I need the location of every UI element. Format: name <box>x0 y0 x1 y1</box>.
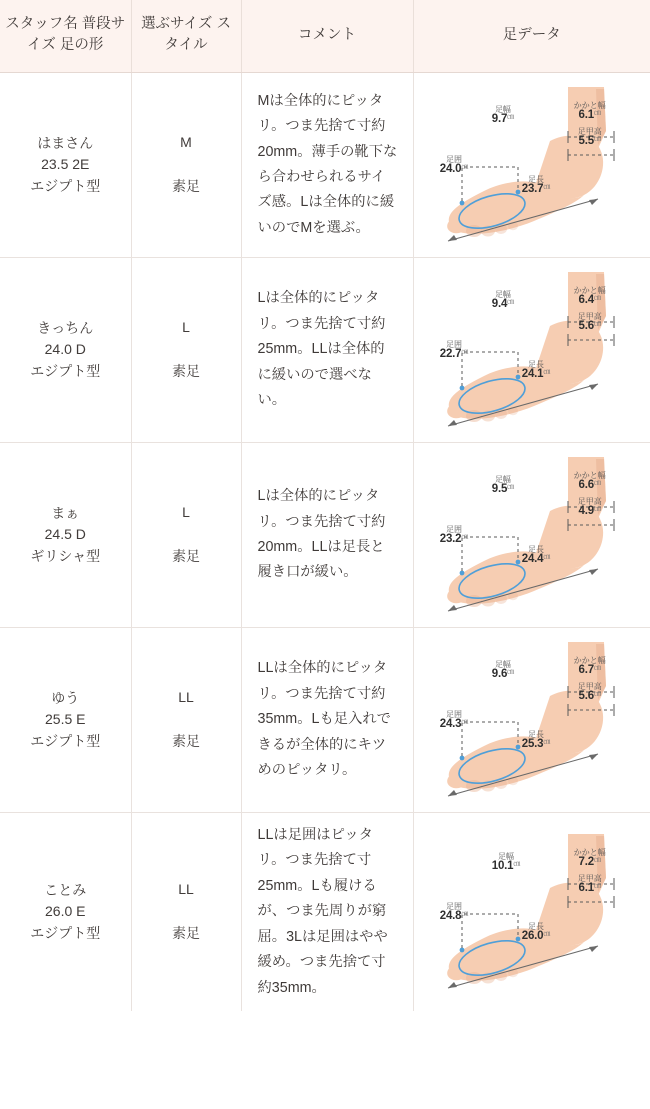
instep-height-label <box>578 874 602 895</box>
foot-width-label-title: 足幅 <box>498 852 515 862</box>
heel-width-label <box>574 471 606 492</box>
header-comment <box>241 0 413 73</box>
foot-length-label-title: 足長 <box>528 922 545 932</box>
instep-height-label-title: 足甲高 <box>577 127 602 137</box>
foot-girth-label-value: 24.3 <box>439 718 462 731</box>
foot-length-label-unit: ㎝ <box>543 553 551 561</box>
header-size-line-2: スタイル <box>164 16 231 54</box>
heel-width-label-value: 6.4 <box>578 294 594 307</box>
foot-length-label-title: 足長 <box>528 545 545 555</box>
foot-width-label-value: 10.1 <box>491 860 514 873</box>
heel-width-label-value: 6.6 <box>578 479 594 492</box>
foot-width-label-unit: ㎝ <box>507 483 515 491</box>
comment-cell: Lは全体的にピッタリ。つま先捨て寸約20mm。LLは足長と履き口が緩い。 <box>241 443 413 628</box>
header-size-line-1: 選ぶサイズ <box>141 16 213 32</box>
instep-height-label-value: 5.6 <box>578 320 594 333</box>
heel-width-label-title: かかと幅 <box>573 286 606 296</box>
header-staff <box>0 0 131 73</box>
size-cell <box>131 73 241 258</box>
instep-height-label-value: 5.5 <box>578 135 594 148</box>
instep-height-label <box>578 682 602 703</box>
foot-width-label-title: 足幅 <box>494 660 511 670</box>
foot-width-label <box>492 105 514 126</box>
foot-width-label-unit: ㎝ <box>507 668 515 676</box>
instep-height-label-title: 足甲高 <box>577 497 602 507</box>
foot-width-label <box>492 852 521 873</box>
heel-width-label-value: 6.7 <box>578 664 594 677</box>
instep-height-label-unit: ㎝ <box>593 505 601 513</box>
staff-cell <box>0 628 131 813</box>
heel-width-label <box>574 848 606 869</box>
heel-width-label-value: 7.2 <box>578 856 594 869</box>
table-row-0 <box>0 73 650 258</box>
staff-usual-size: 24.0 D <box>44 341 86 358</box>
staff-usual-size: 25.5 E <box>45 711 86 728</box>
foot-girth-label-value: 24.8 <box>439 910 462 923</box>
foot-girth-label <box>440 155 469 176</box>
foot-girth-label-unit: ㎝ <box>461 718 469 726</box>
foot-girth-label-title: 足囲 <box>446 155 463 165</box>
header-staff-line-2: 普段サイズ <box>27 16 126 54</box>
heel-width-label-title: かかと幅 <box>573 471 606 481</box>
header-row <box>0 0 650 73</box>
heel-width-label <box>574 101 606 122</box>
foot-length-label <box>522 360 551 381</box>
footdata-cell <box>413 73 650 258</box>
heel-width-label-unit: ㎝ <box>593 294 601 302</box>
table-header <box>0 0 650 73</box>
foot-width-label-unit: ㎝ <box>507 113 515 121</box>
instep-height-label <box>578 127 602 148</box>
comment-cell: LLは全体的にピッタリ。つま先捨て寸約35mm。Lも足入れできるが全体的にキツめのピッタリ。 <box>241 628 413 813</box>
instep-height-label-title: 足甲高 <box>577 312 602 322</box>
foot-length-label-value: 25.3 <box>521 738 544 751</box>
heel-width-label-value: 6.1 <box>578 109 594 122</box>
foot-length-label-value: 26.0 <box>521 930 544 943</box>
foot-width-label-title: 足幅 <box>494 105 511 115</box>
foot-width-label-value: 9.5 <box>491 483 508 496</box>
staff-cell <box>0 258 131 443</box>
foot-diagram <box>418 264 646 436</box>
foot-width-label-title: 足幅 <box>494 475 511 485</box>
table-row-4 <box>0 813 650 1012</box>
heel-width-label-title: かかと幅 <box>573 656 606 666</box>
foot-length-label <box>522 545 551 566</box>
foot-girth-label-title: 足囲 <box>446 902 463 912</box>
foot-girth-label-title: 足囲 <box>446 710 463 720</box>
foot-girth-label-value: 24.0 <box>439 163 462 176</box>
heel-width-label-unit: ㎝ <box>593 109 601 117</box>
size-style: 素足 <box>172 548 200 565</box>
heel-width-label-title: かかと幅 <box>573 848 606 858</box>
instep-height-label-value: 5.6 <box>578 690 594 703</box>
size-gap <box>138 901 235 923</box>
header-footdata-line-1: 足データ <box>502 26 561 43</box>
foot-length-label-title: 足長 <box>528 730 545 740</box>
instep-height-label-unit: ㎝ <box>593 135 601 143</box>
foot-width-label-unit: ㎝ <box>513 860 521 868</box>
size-cell <box>131 813 241 1012</box>
size-style: 素足 <box>172 925 200 942</box>
size-gap <box>138 154 235 176</box>
foot-girth-label-value: 23.2 <box>439 533 462 546</box>
heel-width-label <box>574 656 606 677</box>
size-cell <box>131 443 241 628</box>
staff-name: ことみ <box>44 881 87 898</box>
foot-length-label-unit: ㎝ <box>543 368 551 376</box>
staff-cell <box>0 73 131 258</box>
size-gap <box>138 524 235 546</box>
foot-length-label <box>522 175 551 196</box>
foot-width-label <box>492 290 514 311</box>
foot-girth-label-unit: ㎝ <box>461 163 469 171</box>
header-staff-line-1: スタッフ名 <box>5 16 78 32</box>
size-value: L <box>182 319 190 336</box>
foot-diagram <box>418 449 646 621</box>
staff-name: ゆう <box>51 689 80 706</box>
foot-width-label-title: 足幅 <box>494 290 511 300</box>
instep-height-label-unit: ㎝ <box>593 882 601 890</box>
size-cell <box>131 628 241 813</box>
header-comment-line-1: コメント <box>298 26 356 43</box>
staff-cell <box>0 813 131 1012</box>
foot-girth-label-title: 足囲 <box>446 525 463 535</box>
foot-width-label-value: 9.7 <box>491 113 508 126</box>
foot-girth-label-unit: ㎝ <box>461 348 469 356</box>
foot-width-label <box>492 475 514 496</box>
size-style: 素足 <box>172 733 200 750</box>
instep-height-label-value: 6.1 <box>578 882 594 895</box>
table-body <box>0 73 650 1012</box>
header-staff-line-3: 足の形 <box>59 37 104 54</box>
heel-width-label-unit: ㎝ <box>593 856 601 864</box>
size-gap <box>138 709 235 731</box>
instep-height-label-title: 足甲高 <box>577 682 602 692</box>
comment-cell: Lは全体的にピッタリ。つま先捨て寸約25mm。LLは全体的に緩いので選べない。 <box>241 258 413 443</box>
foot-girth-label <box>440 340 469 361</box>
foot-length-label-value: 23.7 <box>521 183 544 196</box>
foot-width-label-value: 9.4 <box>491 298 508 311</box>
foot-length-label-title: 足長 <box>528 175 545 185</box>
foot-length-label-unit: ㎝ <box>543 183 551 191</box>
footdata-cell <box>413 628 650 813</box>
header-footdata <box>413 0 650 73</box>
staff-usual-size: 24.5 D <box>44 526 86 543</box>
size-style: 素足 <box>172 363 200 380</box>
table-row-3 <box>0 628 650 813</box>
foot-width-label <box>492 660 514 681</box>
staff-usual-size: 23.5 2E <box>41 156 90 173</box>
heel-width-label-unit: ㎝ <box>593 664 601 672</box>
foot-diagram <box>418 634 646 806</box>
foot-length-label <box>522 730 551 751</box>
footdata-cell <box>413 443 650 628</box>
staff-foot-shape: エジプト型 <box>30 177 101 194</box>
foot-length-label-unit: ㎝ <box>543 930 551 938</box>
size-value: LL <box>178 881 194 898</box>
footdata-cell <box>413 813 650 1012</box>
foot-girth-label-title: 足囲 <box>446 340 463 350</box>
table-row-2 <box>0 443 650 628</box>
staff-usual-size: 26.0 E <box>45 903 86 920</box>
staff-foot-shape: ギリシャ型 <box>30 547 101 564</box>
size-cell <box>131 258 241 443</box>
foot-width-label-value: 9.6 <box>491 668 508 681</box>
size-value: M <box>180 134 192 151</box>
foot-length-label-value: 24.4 <box>521 553 544 566</box>
staff-cell <box>0 443 131 628</box>
foot-length-label <box>522 922 551 943</box>
foot-length-label-title: 足長 <box>528 360 545 370</box>
instep-height-label-unit: ㎝ <box>593 690 601 698</box>
instep-height-label <box>578 497 602 518</box>
staff-foot-shape: エジプト型 <box>30 362 101 379</box>
foot-length-label-value: 24.1 <box>521 368 544 381</box>
foot-width-label-unit: ㎝ <box>507 298 515 306</box>
instep-height-label-value: 4.9 <box>578 505 594 518</box>
instep-height-label-title: 足甲高 <box>577 874 602 884</box>
instep-height-label-unit: ㎝ <box>593 320 601 328</box>
table-row-1 <box>0 258 650 443</box>
size-value: L <box>182 504 190 521</box>
foot-girth-label-unit: ㎝ <box>461 910 469 918</box>
foot-girth-label <box>440 902 469 923</box>
staff-foot-shape: エジプト型 <box>30 732 101 749</box>
foot-girth-label-value: 22.7 <box>439 348 462 361</box>
foot-girth-label <box>440 710 469 731</box>
foot-diagram <box>418 79 646 251</box>
size-value: LL <box>178 689 194 706</box>
size-style: 素足 <box>172 178 200 195</box>
footdata-cell <box>413 258 650 443</box>
size-gap <box>138 339 235 361</box>
comment-cell: LLは足囲はピッタリ。つま先捨て寸25mm。Lも履けるが、つま先周りが窮屈。3Lは足囲はやや緩め。つま先捨て寸約35mm。 <box>241 813 413 1012</box>
comment-cell: Mは全体的にピッタリ。つま先捨て寸約20mm。薄手の靴下なら合わせられるサイズ感。Lは全体的に緩いのでMを選ぶ。 <box>241 73 413 258</box>
heel-width-label-unit: ㎝ <box>593 479 601 487</box>
foot-girth-label <box>440 525 469 546</box>
staff-name: まぁ <box>51 504 80 521</box>
foot-length-label-unit: ㎝ <box>543 738 551 746</box>
staff-name: きっちん <box>37 319 94 336</box>
foot-girth-label-unit: ㎝ <box>461 533 469 541</box>
staff-name: はまさん <box>37 134 94 151</box>
heel-width-label <box>574 286 606 307</box>
staff-foot-shape: エジプト型 <box>30 924 101 941</box>
heel-width-label-title: かかと幅 <box>573 101 606 111</box>
header-size <box>131 0 241 73</box>
instep-height-label <box>578 312 602 333</box>
foot-diagram <box>418 826 646 998</box>
